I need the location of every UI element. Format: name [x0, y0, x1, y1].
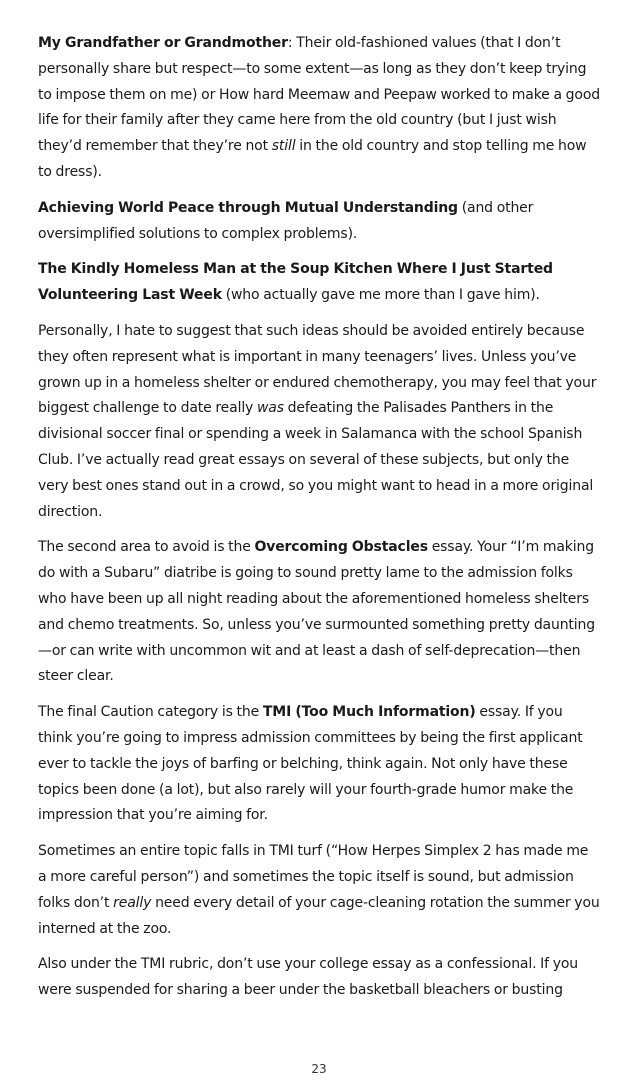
topic-heading: TMI (Too Much Information) — [262, 704, 476, 721]
paragraph-text: (and other oversimplified solutions to complex problems). — [38, 199, 534, 242]
paragraph-text: Personally, I hate to suggest that such ideas should be avoided entirely because they often represent what is important in many teenagers’ lives. Unless you’ve grown up in a homeless shelter or endured chemotherapy, you may feel that your biggest challenge to date really — [38, 322, 597, 417]
paragraph-grandparent — [38, 31, 600, 186]
paragraph-tmi-turf — [38, 839, 600, 942]
paragraph-text: Sometimes an entire topic falls in TMI turf (“How Herpes Simplex 2 has made me a more careful person”) and sometimes the topic itself is sound, but admission folks don’t — [38, 843, 589, 911]
paragraph-confessional — [38, 952, 600, 1004]
emphasis-text: still — [271, 138, 296, 155]
paragraph-text: Also under the TMI rubric, don’t use your college essay as a confessional. If you were suspended for sharing a beer under the basketball bleachers or busting — [38, 956, 579, 999]
paragraph-homeless-man — [38, 257, 600, 309]
emphasis-text: was — [257, 400, 284, 417]
paragraph-text: : Their old-fashioned values (that I don’t personally share but respect—to some extent—as long as they don’t keep trying to impose them on me) or How hard Meemaw and Peepaw worked to make a good life for their family after they came here from the old country (but I just wish they’d remember that they’re not — [38, 35, 600, 155]
paragraph-text: The final Caution category is the — [38, 704, 263, 721]
page-body — [38, 31, 600, 1014]
paragraph-text: need every detail of your cage-cleaning rotation the summer you interned at the zoo. — [38, 894, 600, 937]
paragraph-text: essay. If you think you’re going to impress admission committees by being the first applicant ever to tackle the joys of barfing or belching, think again. Not only have these topics been done (a lot), but also rarely will your fourth-grade humor make the impression that you’re aiming for. — [38, 704, 583, 824]
topic-heading: My Grandfather or Grandmother — [38, 35, 288, 51]
paragraph-overcoming-obstacles — [38, 535, 600, 690]
paragraph-text: in the old country and stop telling me how to dress). — [38, 138, 587, 180]
topic-heading: Achieving World Peace through Mutual Understanding — [38, 199, 458, 216]
paragraph-text: The second area to avoid is the — [38, 539, 255, 556]
emphasis-text: really — [113, 894, 152, 911]
page-number: 23 — [311, 1062, 327, 1076]
paragraph-text: essay. Your “I’m making do with a Subaru” diatribe is going to sound pretty lame to the admission folks who have been up all night reading about the aforementioned homeless shelters and chemo treatments. So, unless you’ve surmounted something pretty daunting—or can write with uncommon wit and at least a dash of self-deprecation—then steer clear. — [38, 539, 595, 685]
paragraph-personally — [38, 319, 600, 525]
topic-heading: Overcoming Obstacles — [254, 539, 428, 556]
topic-heading: The Kindly Homeless Man at the Soup Kitchen Where I Just Started Volunteering Last Week — [38, 261, 553, 304]
paragraph-world-peace — [38, 196, 600, 248]
paragraph-text: (who actually gave me more than I gave him). — [221, 287, 540, 304]
paragraph-tmi — [38, 700, 600, 829]
paragraph-text: defeating the Palisades Panthers in the divisional soccer final or spending a week in Salamanca with the school Spanish Club. I’ve actually read great essays on several of these subjects, but only the very best ones stand out in a crowd, so you might want to head in a more original direction. — [38, 400, 594, 520]
